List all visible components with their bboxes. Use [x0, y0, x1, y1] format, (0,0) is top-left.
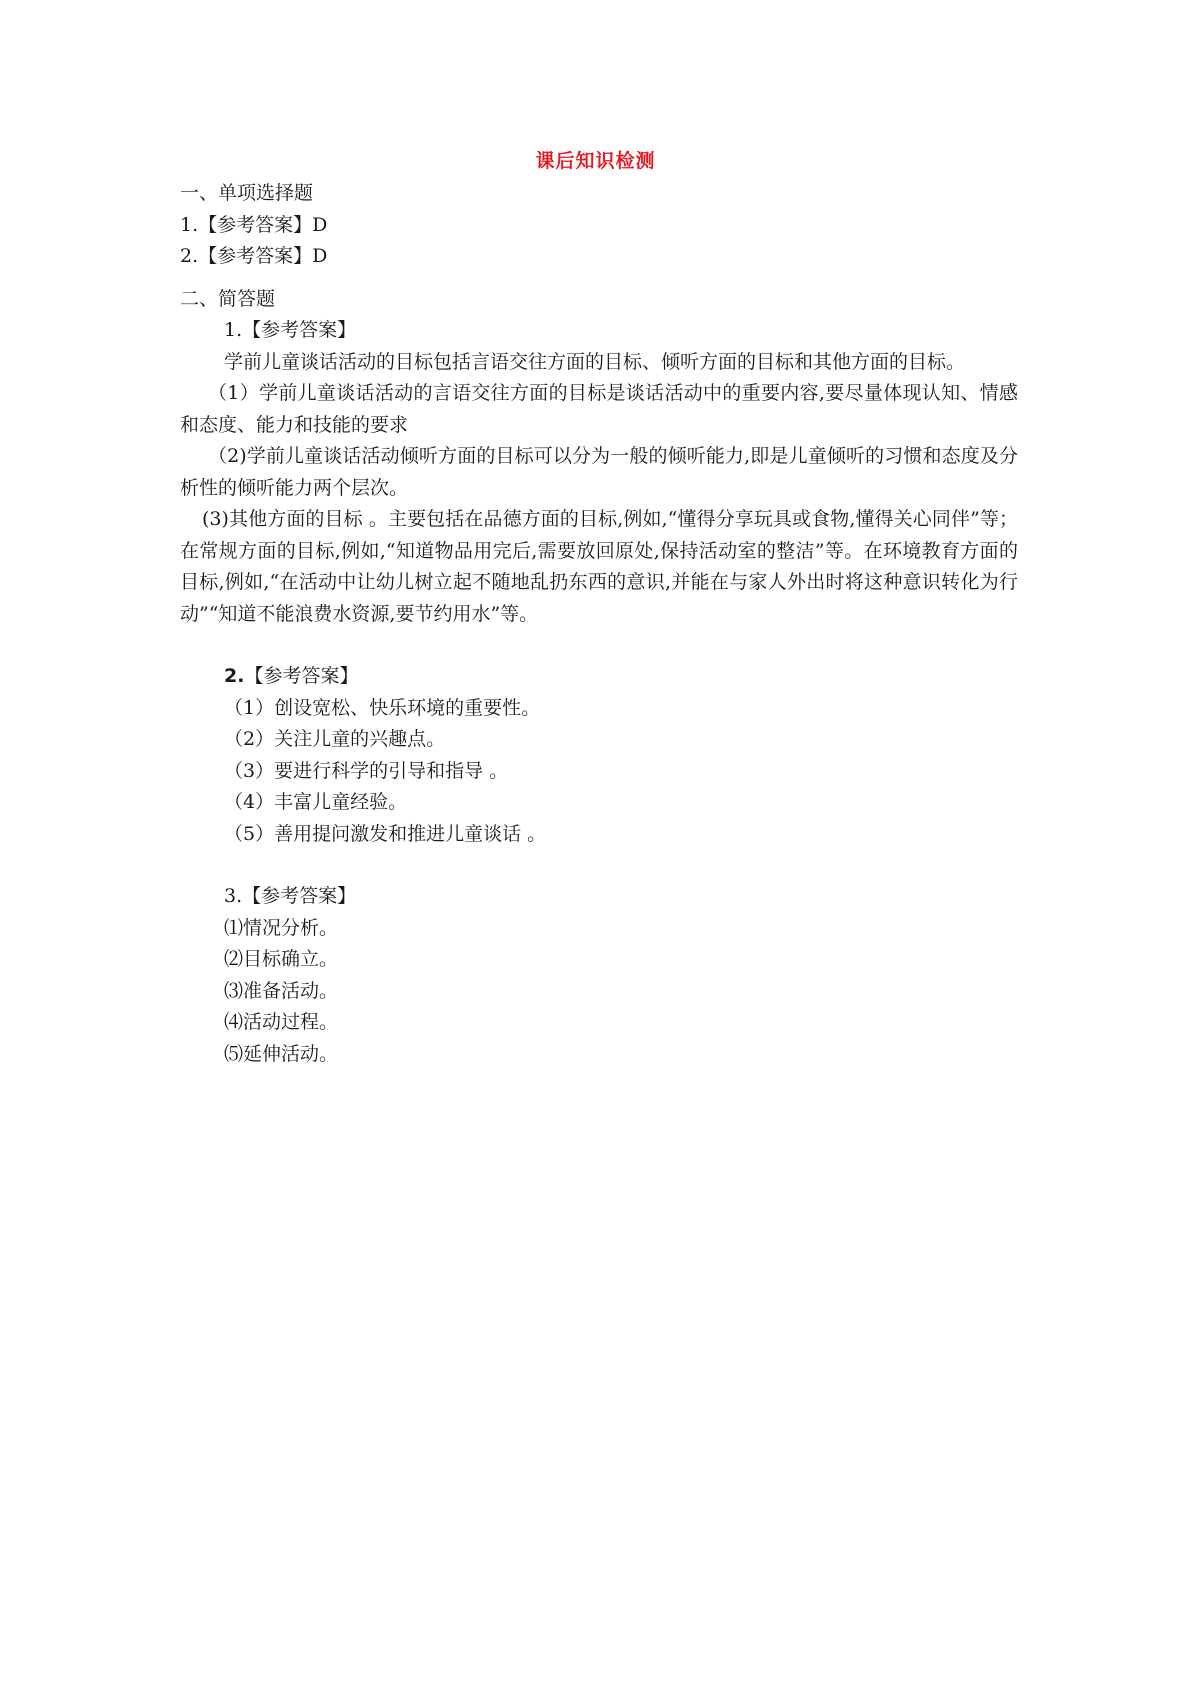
- question-3-answer: [180, 881, 1018, 1070]
- answer-paragraph: （2)学前儿童谈话活动倾听方面的目标可以分为一般的倾听能力,即是儿童倾听的习惯和态度及分析性的倾听能力两个层次。: [180, 445, 1018, 499]
- section-heading: 二、简答题: [180, 287, 276, 310]
- answer-paragraph: (3)其他方面的目标 。主要包括在品德方面的目标,例如,“懂得分享玩具或食物,懂得关心同伴”等； 在常规方面的目标,例如,“知道物品用完后,需要放回原处,保持活动室的整洁”等。在环境教育方面的目标,例如,“在活动中让幼儿树立起不随地乱扔东西的意识,并能在与家人外出时将这种意识转化为行动”“知道不能浪费水资源,要节约用水”等。: [180, 508, 1018, 625]
- list-item: （3）要进行科学的引导和指导 。: [224, 759, 509, 782]
- list-item: ⑷活动过程。: [224, 1011, 339, 1033]
- list-item: （2）关注儿童的兴趣点。: [224, 728, 446, 750]
- answer-label-text: 【参考答案】: [244, 665, 359, 687]
- question-2-answer: [180, 661, 1018, 850]
- answer-number: 2.: [224, 665, 245, 687]
- list-item: （4）丰富儿童经验。: [224, 791, 408, 813]
- list-item: （5）善用提问激发和推进儿童谈话 。: [224, 822, 547, 845]
- section-heading: 一、单项选择题: [180, 182, 314, 204]
- list-item: （1）创设宽松、快乐环境的重要性。: [224, 696, 541, 719]
- list-item: ⑵目标确立。: [224, 948, 339, 970]
- answer-label: 3.【参考答案】: [224, 885, 357, 907]
- answer-label: [180, 661, 1018, 693]
- document-body: [180, 178, 1018, 1070]
- question-1-answer: [180, 315, 1018, 630]
- section-single-choice: [180, 178, 1018, 273]
- answer-line: 2.【参考答案】D: [180, 245, 328, 267]
- answer-label: 1.【参考答案】: [224, 319, 357, 341]
- document-title: 课后知识检测: [535, 150, 656, 172]
- answer-paragraph: （1）学前儿童谈话活动的言语交往方面的目标是谈话活动中的重要内容,要尽量体现认知、情感和态度、能力和技能的要求: [180, 382, 1018, 436]
- list-item: ⑶准备活动。: [224, 979, 339, 1002]
- list-item: ⑴情况分析。: [224, 916, 339, 939]
- list-item: ⑸延伸活动。: [224, 1042, 339, 1065]
- answer-line: 1.【参考答案】D: [180, 213, 328, 236]
- answer-paragraph: 学前儿童谈话活动的目标包括言语交往方面的目标、倾听方面的目标和其他方面的目标。: [224, 350, 966, 373]
- section-short-answer: [180, 284, 1018, 1071]
